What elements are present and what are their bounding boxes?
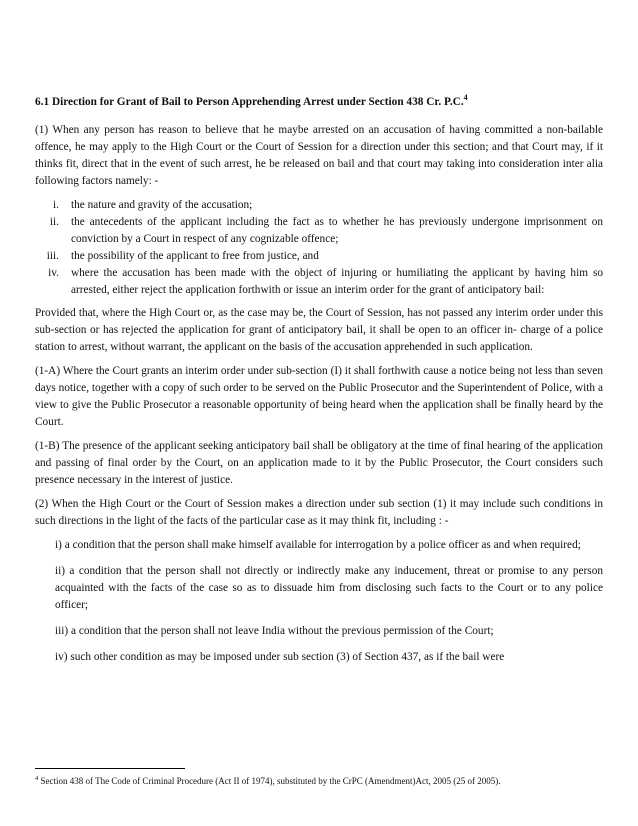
footnote-text: Section 438 of The Code of Criminal Procedure (Act II of 1974), substituted by the CrPC (Amendment)Act, 2005 (25 of 2005). [40, 776, 501, 786]
intro-paragraph: (1) When any person has reason to believe that he maybe arrested on an accusation of having committed a non-bailable offence, he may apply to the High Court or the Court of Session for a direction under this section; and that Court may, if it thinks fit, direct that in the event of such arrest, he be released on bail and that court may taking into consideration inter alia following factors namely: - [35, 124, 603, 187]
proviso-paragraph: Provided that, where the High Court or, as the case may be, the Court of Session, has not passed any interim order under this sub-section or has rejected the application for grant of anticipatory bail, it shall be open to an officer in- charge of a police station to arrest, without warrant, the applicant on the basis of the accusation apprehended in such application. [35, 307, 603, 353]
list-item-text: the nature and gravity of the accusation; [71, 199, 253, 211]
condition-item: iii) a condition that the person shall not leave India without the previous permission of the Court; [55, 625, 494, 637]
footnote-reference: 4 [463, 93, 468, 103]
list-item [35, 248, 603, 265]
condition-item: ii) a condition that the person shall not directly or indirectly make any inducement, threat or promise to any person acquainted with the facts of the case so as to dissuade him from disclosing such facts to the Court or to any police officer; [55, 565, 603, 611]
footnote-divider [35, 768, 185, 769]
footnote-number: 4 [35, 775, 39, 782]
subsection-2-paragraph: (2) When the High Court or the Court of Session makes a direction under sub section (1) it may include such conditions in such directions in the light of the facts of the particular case as it may think fit, including : - [35, 498, 603, 527]
list-item [35, 197, 603, 214]
list-item-number: i. [53, 199, 59, 211]
factors-list [35, 197, 603, 299]
condition-item: iv) such other condition as may be imposed under sub section (3) of Section 437, as if the bail were [55, 651, 505, 663]
list-item-number: iv. [48, 267, 59, 279]
list-item-text: where the accusation has been made with the object of injuring or humiliating the applicant by having him so arrested, either reject the application forthwith or issue an interim order for the grant of anticipatory bail: [71, 267, 603, 296]
section-heading-text: 6.1 Direction for Grant of Bail to Person Apprehending Arrest under Section 438 Cr. P.C. [35, 96, 464, 108]
list-item-number: iii. [46, 250, 59, 262]
list-item [35, 214, 603, 248]
list-item [35, 265, 603, 299]
list-item-text: the antecedents of the applicant including the fact as to whether he has previously undergone imprisonment on conviction by a Court in respect of any cognizable offence; [71, 216, 603, 245]
list-item-number: ii. [49, 216, 59, 228]
list-item-text: the possibility of the applicant to free from justice, and [71, 250, 319, 262]
footnote [35, 775, 603, 787]
subsection-1a-paragraph: (1-A) Where the Court grants an interim order under sub-section (I) it shall forthwith cause a notice being not less than seven days notice, together with a copy of such order to be served on the Public Prosecutor and the Superintendent of Police, with a view to give the Public Prosecutor a reasonable opportunity of being heard when the application shall be finally heard by the Court. [35, 365, 603, 428]
document-body [35, 95, 603, 675]
section-heading [35, 95, 603, 110]
condition-item: i) a condition that the person shall make himself available for interrogation by a police officer as and when required; [55, 539, 581, 551]
subsection-1b-paragraph: (1-B) The presence of the applicant seeking anticipatory bail shall be obligatory at the time of final hearing of the application and passing of final order by the Court, on an application made to it by the Public Prosecutor, the Court considers such presence necessary in the interest of justice. [35, 440, 603, 486]
